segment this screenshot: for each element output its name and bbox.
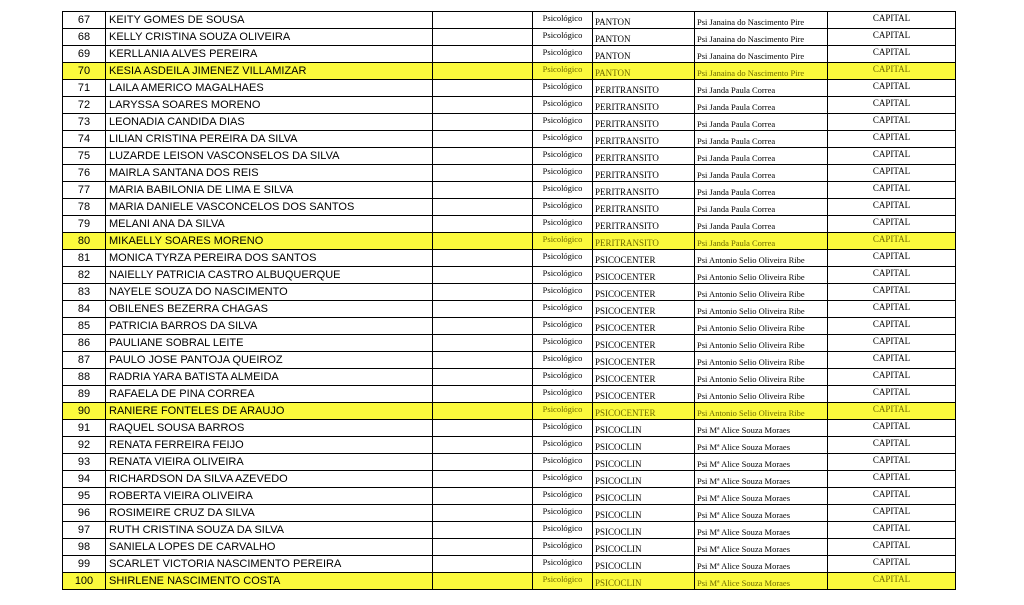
clinic-name: PSICOCENTER bbox=[593, 369, 695, 386]
exam-type: Psicológico bbox=[533, 131, 593, 148]
row-number: 82 bbox=[63, 267, 106, 284]
exam-type: Psicológico bbox=[533, 556, 593, 573]
table-row bbox=[63, 233, 956, 250]
location: CAPITAL bbox=[828, 250, 956, 267]
blank-cell bbox=[433, 267, 533, 284]
psychologist-name: Psi Antonio Selio Oliveira Ribe bbox=[695, 335, 828, 352]
exam-type: Psicológico bbox=[533, 539, 593, 556]
exam-type: Psicológico bbox=[533, 318, 593, 335]
candidate-name: MONICA TYRZA PEREIRA DOS SANTOS bbox=[106, 250, 433, 267]
exam-type: Psicológico bbox=[533, 29, 593, 46]
table-row bbox=[63, 199, 956, 216]
candidate-name: LARYSSA SOARES MORENO bbox=[106, 97, 433, 114]
psychologist-name: Psi Janda Paula Correa bbox=[695, 131, 828, 148]
location: CAPITAL bbox=[828, 63, 956, 80]
candidate-name: KESIA ASDEILA JIMENEZ VILLAMIZAR bbox=[106, 63, 433, 80]
table-row bbox=[63, 114, 956, 131]
psychologist-name: Psi Antonio Selio Oliveira Ribe bbox=[695, 318, 828, 335]
table-row bbox=[63, 46, 956, 63]
table-row bbox=[63, 63, 956, 80]
blank-cell bbox=[433, 131, 533, 148]
candidate-name: RAFAELA DE PINA CORREA bbox=[106, 386, 433, 403]
location: CAPITAL bbox=[828, 352, 956, 369]
clinic-name: PSICOCENTER bbox=[593, 250, 695, 267]
psychologist-name: Psi Mª Alice Souza Moraes bbox=[695, 454, 828, 471]
location: CAPITAL bbox=[828, 573, 956, 590]
psychologist-name: Psi Mª Alice Souza Moraes bbox=[695, 573, 828, 590]
location: CAPITAL bbox=[828, 420, 956, 437]
exam-type: Psicológico bbox=[533, 284, 593, 301]
clinic-name: PERITRANSITO bbox=[593, 148, 695, 165]
row-number: 76 bbox=[63, 165, 106, 182]
blank-cell bbox=[433, 386, 533, 403]
clinic-name: PANTON bbox=[593, 46, 695, 63]
location: CAPITAL bbox=[828, 301, 956, 318]
blank-cell bbox=[433, 63, 533, 80]
row-number: 75 bbox=[63, 148, 106, 165]
psychologist-name: Psi Mª Alice Souza Moraes bbox=[695, 556, 828, 573]
blank-cell bbox=[433, 148, 533, 165]
location: CAPITAL bbox=[828, 148, 956, 165]
table-row bbox=[63, 454, 956, 471]
psychologist-name: Psi Antonio Selio Oliveira Ribe bbox=[695, 267, 828, 284]
psychologist-name: Psi Mª Alice Souza Moraes bbox=[695, 522, 828, 539]
blank-cell bbox=[433, 165, 533, 182]
table-row bbox=[63, 437, 956, 454]
row-number: 97 bbox=[63, 522, 106, 539]
clinic-name: PSICOCLIN bbox=[593, 573, 695, 590]
exam-type: Psicológico bbox=[533, 148, 593, 165]
row-number: 72 bbox=[63, 97, 106, 114]
row-number: 80 bbox=[63, 233, 106, 250]
psychologist-name: Psi Janda Paula Correa bbox=[695, 233, 828, 250]
row-number: 73 bbox=[63, 114, 106, 131]
table-row bbox=[63, 539, 956, 556]
location: CAPITAL bbox=[828, 233, 956, 250]
exam-type: Psicológico bbox=[533, 386, 593, 403]
row-number: 85 bbox=[63, 318, 106, 335]
row-number: 94 bbox=[63, 471, 106, 488]
psychologist-name: Psi Janda Paula Correa bbox=[695, 114, 828, 131]
candidate-name: RADRIA YARA BATISTA ALMEIDA bbox=[106, 369, 433, 386]
blank-cell bbox=[433, 556, 533, 573]
location: CAPITAL bbox=[828, 454, 956, 471]
row-number: 83 bbox=[63, 284, 106, 301]
blank-cell bbox=[433, 403, 533, 420]
row-number: 93 bbox=[63, 454, 106, 471]
exam-type: Psicológico bbox=[533, 454, 593, 471]
clinic-name: PERITRANSITO bbox=[593, 233, 695, 250]
candidate-name: RENATA FERREIRA FEIJO bbox=[106, 437, 433, 454]
clinic-name: PANTON bbox=[593, 12, 695, 29]
psychologist-name: Psi Mª Alice Souza Moraes bbox=[695, 437, 828, 454]
psychologist-name: Psi Mª Alice Souza Moraes bbox=[695, 471, 828, 488]
psychologist-name: Psi Mª Alice Souza Moraes bbox=[695, 539, 828, 556]
row-number: 95 bbox=[63, 488, 106, 505]
location: CAPITAL bbox=[828, 488, 956, 505]
candidate-name: NAIELLY PATRICIA CASTRO ALBUQUERQUE bbox=[106, 267, 433, 284]
psychologist-name: Psi Mª Alice Souza Moraes bbox=[695, 420, 828, 437]
clinic-name: PSICOCENTER bbox=[593, 403, 695, 420]
clinic-name: PERITRANSITO bbox=[593, 216, 695, 233]
row-number: 69 bbox=[63, 46, 106, 63]
clinic-name: PSICOCLIN bbox=[593, 556, 695, 573]
candidate-name: ROBERTA VIEIRA OLIVEIRA bbox=[106, 488, 433, 505]
candidate-name: KEITY GOMES DE SOUSA bbox=[106, 12, 433, 29]
candidate-name: KERLLANIA ALVES PEREIRA bbox=[106, 46, 433, 63]
candidate-name: MARIA BABILONIA DE LIMA E SILVA bbox=[106, 182, 433, 199]
candidate-name: LAILA AMERICO MAGALHAES bbox=[106, 80, 433, 97]
location: CAPITAL bbox=[828, 556, 956, 573]
exam-type: Psicológico bbox=[533, 216, 593, 233]
clinic-name: PSICOCLIN bbox=[593, 437, 695, 454]
psychologist-name: Psi Janaina do Nascimento Pire bbox=[695, 12, 828, 29]
clinic-name: PANTON bbox=[593, 63, 695, 80]
candidate-name: MAIRLA SANTANA DOS REIS bbox=[106, 165, 433, 182]
exam-type: Psicológico bbox=[533, 80, 593, 97]
location: CAPITAL bbox=[828, 131, 956, 148]
location: CAPITAL bbox=[828, 182, 956, 199]
exam-type: Psicológico bbox=[533, 267, 593, 284]
row-number: 79 bbox=[63, 216, 106, 233]
candidate-name: PATRICIA BARROS DA SILVA bbox=[106, 318, 433, 335]
candidate-name: PAULIANE SOBRAL LEITE bbox=[106, 335, 433, 352]
psychologist-name: Psi Mª Alice Souza Moraes bbox=[695, 505, 828, 522]
psychologist-name: Psi Antonio Selio Oliveira Ribe bbox=[695, 369, 828, 386]
blank-cell bbox=[433, 12, 533, 29]
table-row bbox=[63, 29, 956, 46]
row-number: 71 bbox=[63, 80, 106, 97]
location: CAPITAL bbox=[828, 216, 956, 233]
candidate-name: RUTH CRISTINA SOUZA DA SILVA bbox=[106, 522, 433, 539]
table-row bbox=[63, 250, 956, 267]
blank-cell bbox=[433, 454, 533, 471]
candidate-name: ROSIMEIRE CRUZ DA SILVA bbox=[106, 505, 433, 522]
clinic-name: PANTON bbox=[593, 29, 695, 46]
exam-type: Psicológico bbox=[533, 505, 593, 522]
psychologist-name: Psi Janda Paula Correa bbox=[695, 199, 828, 216]
table-row bbox=[63, 165, 956, 182]
psychologist-name: Psi Antonio Selio Oliveira Ribe bbox=[695, 403, 828, 420]
table-row bbox=[63, 182, 956, 199]
psychologist-name: Psi Janda Paula Correa bbox=[695, 148, 828, 165]
table-row bbox=[63, 403, 956, 420]
clinic-name: PERITRANSITO bbox=[593, 80, 695, 97]
candidate-name: LUZARDE LEISON VASCONSELOS DA SILVA bbox=[106, 148, 433, 165]
row-number: 74 bbox=[63, 131, 106, 148]
table-row bbox=[63, 131, 956, 148]
row-number: 78 bbox=[63, 199, 106, 216]
table-row bbox=[63, 148, 956, 165]
table-row bbox=[63, 573, 956, 590]
blank-cell bbox=[433, 573, 533, 590]
exam-type: Psicológico bbox=[533, 97, 593, 114]
clinic-name: PSICOCLIN bbox=[593, 505, 695, 522]
table-row bbox=[63, 488, 956, 505]
clinic-name: PSICOCENTER bbox=[593, 352, 695, 369]
exam-type: Psicológico bbox=[533, 165, 593, 182]
clinic-name: PSICOCENTER bbox=[593, 267, 695, 284]
table-row bbox=[63, 522, 956, 539]
candidate-name: PAULO JOSE PANTOJA QUEIROZ bbox=[106, 352, 433, 369]
table-row bbox=[63, 216, 956, 233]
candidate-name: SCARLET VICTORIA NASCIMENTO PEREIRA bbox=[106, 556, 433, 573]
table-row bbox=[63, 335, 956, 352]
blank-cell bbox=[433, 318, 533, 335]
clinic-name: PSICOCLIN bbox=[593, 454, 695, 471]
table-row bbox=[63, 301, 956, 318]
exam-type: Psicológico bbox=[533, 46, 593, 63]
exam-type: Psicológico bbox=[533, 471, 593, 488]
blank-cell bbox=[433, 97, 533, 114]
clinic-name: PSICOCLIN bbox=[593, 471, 695, 488]
row-number: 86 bbox=[63, 335, 106, 352]
location: CAPITAL bbox=[828, 12, 956, 29]
location: CAPITAL bbox=[828, 97, 956, 114]
blank-cell bbox=[433, 114, 533, 131]
psychologist-name: Psi Antonio Selio Oliveira Ribe bbox=[695, 352, 828, 369]
blank-cell bbox=[433, 420, 533, 437]
blank-cell bbox=[433, 216, 533, 233]
row-number: 100 bbox=[63, 573, 106, 590]
psychologist-name: Psi Antonio Selio Oliveira Ribe bbox=[695, 284, 828, 301]
psychologist-name: Psi Janaina do Nascimento Pire bbox=[695, 46, 828, 63]
blank-cell bbox=[433, 505, 533, 522]
psychologist-name: Psi Antonio Selio Oliveira Ribe bbox=[695, 386, 828, 403]
psychologist-name: Psi Mª Alice Souza Moraes bbox=[695, 488, 828, 505]
table-body bbox=[63, 12, 956, 590]
clinic-name: PSICOCLIN bbox=[593, 539, 695, 556]
clinic-name: PERITRANSITO bbox=[593, 182, 695, 199]
row-number: 84 bbox=[63, 301, 106, 318]
table-row bbox=[63, 471, 956, 488]
table-row bbox=[63, 80, 956, 97]
row-number: 98 bbox=[63, 539, 106, 556]
location: CAPITAL bbox=[828, 114, 956, 131]
table-row bbox=[63, 505, 956, 522]
clinic-name: PSICOCENTER bbox=[593, 335, 695, 352]
candidate-name: SHIRLENE NASCIMENTO COSTA bbox=[106, 573, 433, 590]
table-row bbox=[63, 284, 956, 301]
blank-cell bbox=[433, 233, 533, 250]
candidate-name: RAQUEL SOUSA BARROS bbox=[106, 420, 433, 437]
table-row bbox=[63, 420, 956, 437]
clinic-name: PERITRANSITO bbox=[593, 97, 695, 114]
blank-cell bbox=[433, 352, 533, 369]
table-row bbox=[63, 12, 956, 29]
psychologist-name: Psi Janda Paula Correa bbox=[695, 216, 828, 233]
blank-cell bbox=[433, 46, 533, 63]
psychologist-name: Psi Antonio Selio Oliveira Ribe bbox=[695, 250, 828, 267]
candidates-table bbox=[62, 11, 956, 590]
location: CAPITAL bbox=[828, 29, 956, 46]
table-row bbox=[63, 369, 956, 386]
blank-cell bbox=[433, 437, 533, 454]
blank-cell bbox=[433, 250, 533, 267]
table-row bbox=[63, 318, 956, 335]
blank-cell bbox=[433, 488, 533, 505]
table-row bbox=[63, 556, 956, 573]
row-number: 77 bbox=[63, 182, 106, 199]
exam-type: Psicológico bbox=[533, 233, 593, 250]
row-number: 87 bbox=[63, 352, 106, 369]
candidate-name: MARIA DANIELE VASCONCELOS DOS SANTOS bbox=[106, 199, 433, 216]
row-number: 99 bbox=[63, 556, 106, 573]
exam-type: Psicológico bbox=[533, 335, 593, 352]
blank-cell bbox=[433, 182, 533, 199]
blank-cell bbox=[433, 335, 533, 352]
location: CAPITAL bbox=[828, 80, 956, 97]
candidate-name: OBILENES BEZERRA CHAGAS bbox=[106, 301, 433, 318]
exam-type: Psicológico bbox=[533, 488, 593, 505]
clinic-name: PSICOCLIN bbox=[593, 522, 695, 539]
clinic-name: PERITRANSITO bbox=[593, 131, 695, 148]
location: CAPITAL bbox=[828, 335, 956, 352]
location: CAPITAL bbox=[828, 46, 956, 63]
location: CAPITAL bbox=[828, 505, 956, 522]
candidate-name: KELLY CRISTINA SOUZA OLIVEIRA bbox=[106, 29, 433, 46]
location: CAPITAL bbox=[828, 403, 956, 420]
exam-type: Psicológico bbox=[533, 573, 593, 590]
psychologist-name: Psi Janda Paula Correa bbox=[695, 97, 828, 114]
clinic-name: PSICOCENTER bbox=[593, 386, 695, 403]
exam-type: Psicológico bbox=[533, 420, 593, 437]
row-number: 70 bbox=[63, 63, 106, 80]
exam-type: Psicológico bbox=[533, 250, 593, 267]
location: CAPITAL bbox=[828, 539, 956, 556]
blank-cell bbox=[433, 369, 533, 386]
exam-type: Psicológico bbox=[533, 199, 593, 216]
clinic-name: PERITRANSITO bbox=[593, 114, 695, 131]
row-number: 67 bbox=[63, 12, 106, 29]
psychologist-name: Psi Janda Paula Correa bbox=[695, 182, 828, 199]
table-row bbox=[63, 267, 956, 284]
candidate-name: LILIAN CRISTINA PEREIRA DA SILVA bbox=[106, 131, 433, 148]
exam-type: Psicológico bbox=[533, 352, 593, 369]
psychologist-name: Psi Janda Paula Correa bbox=[695, 80, 828, 97]
clinic-name: PSICOCENTER bbox=[593, 284, 695, 301]
exam-type: Psicológico bbox=[533, 63, 593, 80]
location: CAPITAL bbox=[828, 437, 956, 454]
row-number: 96 bbox=[63, 505, 106, 522]
exam-type: Psicológico bbox=[533, 12, 593, 29]
candidate-name: RENATA VIEIRA OLIVEIRA bbox=[106, 454, 433, 471]
clinic-name: PSICOCENTER bbox=[593, 301, 695, 318]
candidate-name: LEONADIA CANDIDA DIAS bbox=[106, 114, 433, 131]
table-row bbox=[63, 386, 956, 403]
clinic-name: PERITRANSITO bbox=[593, 199, 695, 216]
exam-type: Psicológico bbox=[533, 369, 593, 386]
table-row bbox=[63, 352, 956, 369]
psychologist-name: Psi Janaina do Nascimento Pire bbox=[695, 29, 828, 46]
blank-cell bbox=[433, 284, 533, 301]
blank-cell bbox=[433, 301, 533, 318]
psychologist-name: Psi Antonio Selio Oliveira Ribe bbox=[695, 301, 828, 318]
candidate-name: MELANI ANA DA SILVA bbox=[106, 216, 433, 233]
row-number: 88 bbox=[63, 369, 106, 386]
clinic-name: PSICOCLIN bbox=[593, 420, 695, 437]
candidate-name: NAYELE SOUZA DO NASCIMENTO bbox=[106, 284, 433, 301]
exam-type: Psicológico bbox=[533, 437, 593, 454]
psychologist-name: Psi Janda Paula Correa bbox=[695, 165, 828, 182]
clinic-name: PSICOCENTER bbox=[593, 318, 695, 335]
location: CAPITAL bbox=[828, 369, 956, 386]
exam-type: Psicológico bbox=[533, 182, 593, 199]
location: CAPITAL bbox=[828, 318, 956, 335]
clinic-name: PERITRANSITO bbox=[593, 165, 695, 182]
location: CAPITAL bbox=[828, 471, 956, 488]
blank-cell bbox=[433, 29, 533, 46]
psychologist-name: Psi Janaina do Nascimento Pire bbox=[695, 63, 828, 80]
table-row bbox=[63, 97, 956, 114]
blank-cell bbox=[433, 471, 533, 488]
candidate-name: RANIERE FONTELES DE ARAUJO bbox=[106, 403, 433, 420]
clinic-name: PSICOCLIN bbox=[593, 488, 695, 505]
blank-cell bbox=[433, 539, 533, 556]
location: CAPITAL bbox=[828, 199, 956, 216]
candidate-name: MIKAELLY SOARES MORENO bbox=[106, 233, 433, 250]
exam-type: Psicológico bbox=[533, 301, 593, 318]
row-number: 91 bbox=[63, 420, 106, 437]
row-number: 90 bbox=[63, 403, 106, 420]
row-number: 68 bbox=[63, 29, 106, 46]
location: CAPITAL bbox=[828, 165, 956, 182]
exam-type: Psicológico bbox=[533, 522, 593, 539]
exam-type: Psicológico bbox=[533, 114, 593, 131]
blank-cell bbox=[433, 199, 533, 216]
row-number: 89 bbox=[63, 386, 106, 403]
row-number: 92 bbox=[63, 437, 106, 454]
candidate-name: RICHARDSON DA SILVA AZEVEDO bbox=[106, 471, 433, 488]
exam-type: Psicológico bbox=[533, 403, 593, 420]
location: CAPITAL bbox=[828, 522, 956, 539]
blank-cell bbox=[433, 522, 533, 539]
location: CAPITAL bbox=[828, 284, 956, 301]
row-number: 81 bbox=[63, 250, 106, 267]
blank-cell bbox=[433, 80, 533, 97]
location: CAPITAL bbox=[828, 267, 956, 284]
candidate-name: SANIELA LOPES DE CARVALHO bbox=[106, 539, 433, 556]
location: CAPITAL bbox=[828, 386, 956, 403]
